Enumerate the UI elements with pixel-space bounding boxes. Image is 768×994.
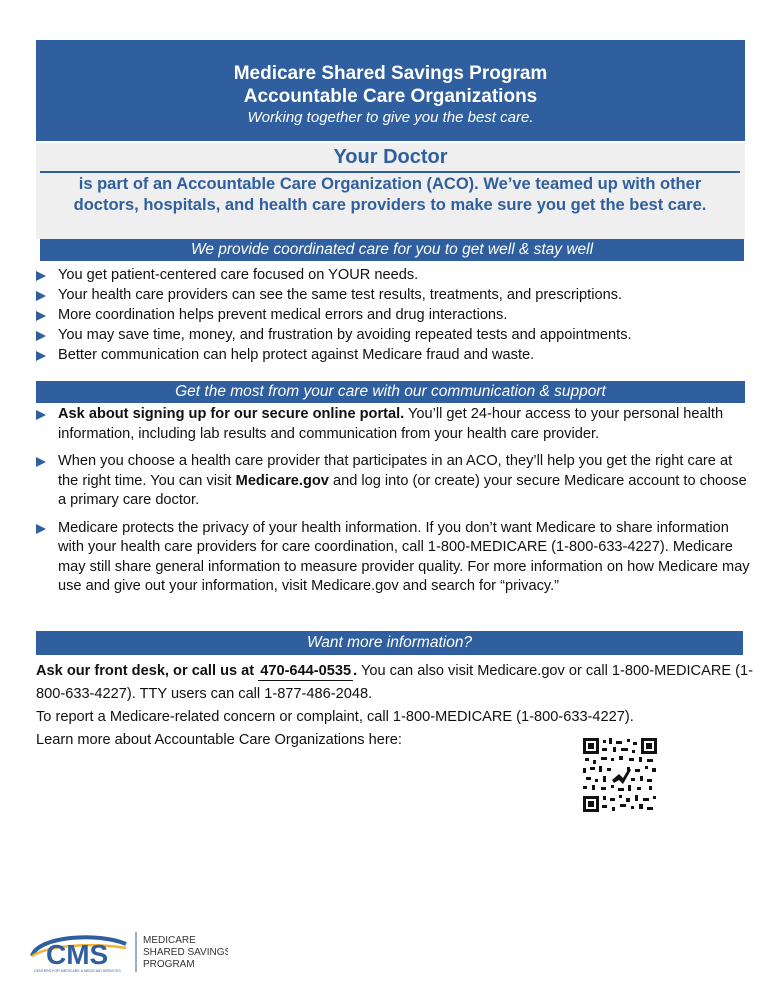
phone-number: 470-644-0535 <box>260 663 352 679</box>
triangle-bullet-icon <box>36 291 46 301</box>
cms-logo-mark <box>28 926 228 976</box>
doctor-title: Your Doctor <box>333 146 448 168</box>
header-title-line2: Accountable Care Organizations <box>243 86 538 107</box>
logo-line-shared-savings: SHARED SAVINGS <box>143 947 228 958</box>
list-item: Better communication can help protect against Medicare fraud and waste. <box>36 346 756 366</box>
coordinated-care-list <box>36 266 756 366</box>
report-text: To report a Medicare-related concern or complaint, call 1-800-MEDICARE (1-800-633-4227). <box>36 709 634 725</box>
list-item: Ask about signing up for our secure online portal. You’ll get 24-hour access to your personal health information, including lab results and communication from your health care provider. <box>36 405 756 444</box>
communication-heading: Get the most from your care with our communication & support <box>36 381 745 403</box>
doctor-text: is part of an Accountable Care Organization (ACO). We’ve teamed up with other doctors, hospitals, and health care providers to make sure you get the best care. <box>73 175 707 214</box>
doctor-divider <box>40 171 740 173</box>
triangle-bullet-icon <box>36 410 46 420</box>
contact-paragraph: Ask our front desk, or call us at 470-644-0535 . You can also visit Medicare.gov or call 1-800-MEDICARE (1-800-633-4227). TTY users can call 1-877-486-2048. <box>36 663 753 702</box>
cms-logo-subtext: CENTERS FOR MEDICARE & MEDICAID SERVICES <box>34 969 121 973</box>
header-tagline: Working together to give you the best care. <box>247 109 534 126</box>
list-item: Your health care providers can see the same test results, treatments, and prescriptions. <box>36 286 756 306</box>
triangle-bullet-icon <box>36 271 46 281</box>
header-banner <box>36 40 745 141</box>
list-item: You get patient-centered care focused on YOUR needs. <box>36 266 756 286</box>
more-info-heading: Want more information? <box>36 631 743 655</box>
logo-line-program: PROGRAM <box>143 959 195 970</box>
learn-more-text: Learn more about Accountable Care Organizations here: <box>36 732 402 748</box>
list-item: You may save time, money, and frustration by avoiding repeated tests and appointments. <box>36 326 756 346</box>
header-title-line1: Medicare Shared Savings Program <box>233 63 548 84</box>
triangle-bullet-icon <box>36 351 46 361</box>
list-item: Medicare protects the privacy of your health information. If you don’t want Medicare to share information with your health care providers for care coordination, call 1-800-MEDICARE (1-800-633-4227). Medicare may still share general information to measure provider quality. For more information on how Medicare may use and give out your information, visit Medicare.gov and search for “privacy.” <box>36 519 756 597</box>
logo-line-medicare: MEDICARE <box>143 935 196 946</box>
triangle-bullet-icon <box>36 311 46 321</box>
triangle-bullet-icon <box>36 331 46 341</box>
medicare-gov-link: Medicare.gov <box>235 472 329 489</box>
communication-list <box>36 405 756 605</box>
cms-logo <box>28 926 228 981</box>
triangle-bullet-icon <box>36 524 46 534</box>
list-item: More coordination helps prevent medical errors and drug interactions. <box>36 306 756 326</box>
cms-logo-text: CMS <box>46 939 109 970</box>
qr-code-icon[interactable] <box>583 738 657 812</box>
triangle-bullet-icon <box>36 457 46 467</box>
coordinated-care-heading: We provide coordinated care for you to get well & stay well <box>40 239 744 261</box>
list-item: When you choose a health care provider that participates in an ACO, they’ll help you get the right care at the right time. You can visit Medicare.gov and log into (or create) your secure Medicare account to choose a primary care doctor. <box>36 452 756 511</box>
